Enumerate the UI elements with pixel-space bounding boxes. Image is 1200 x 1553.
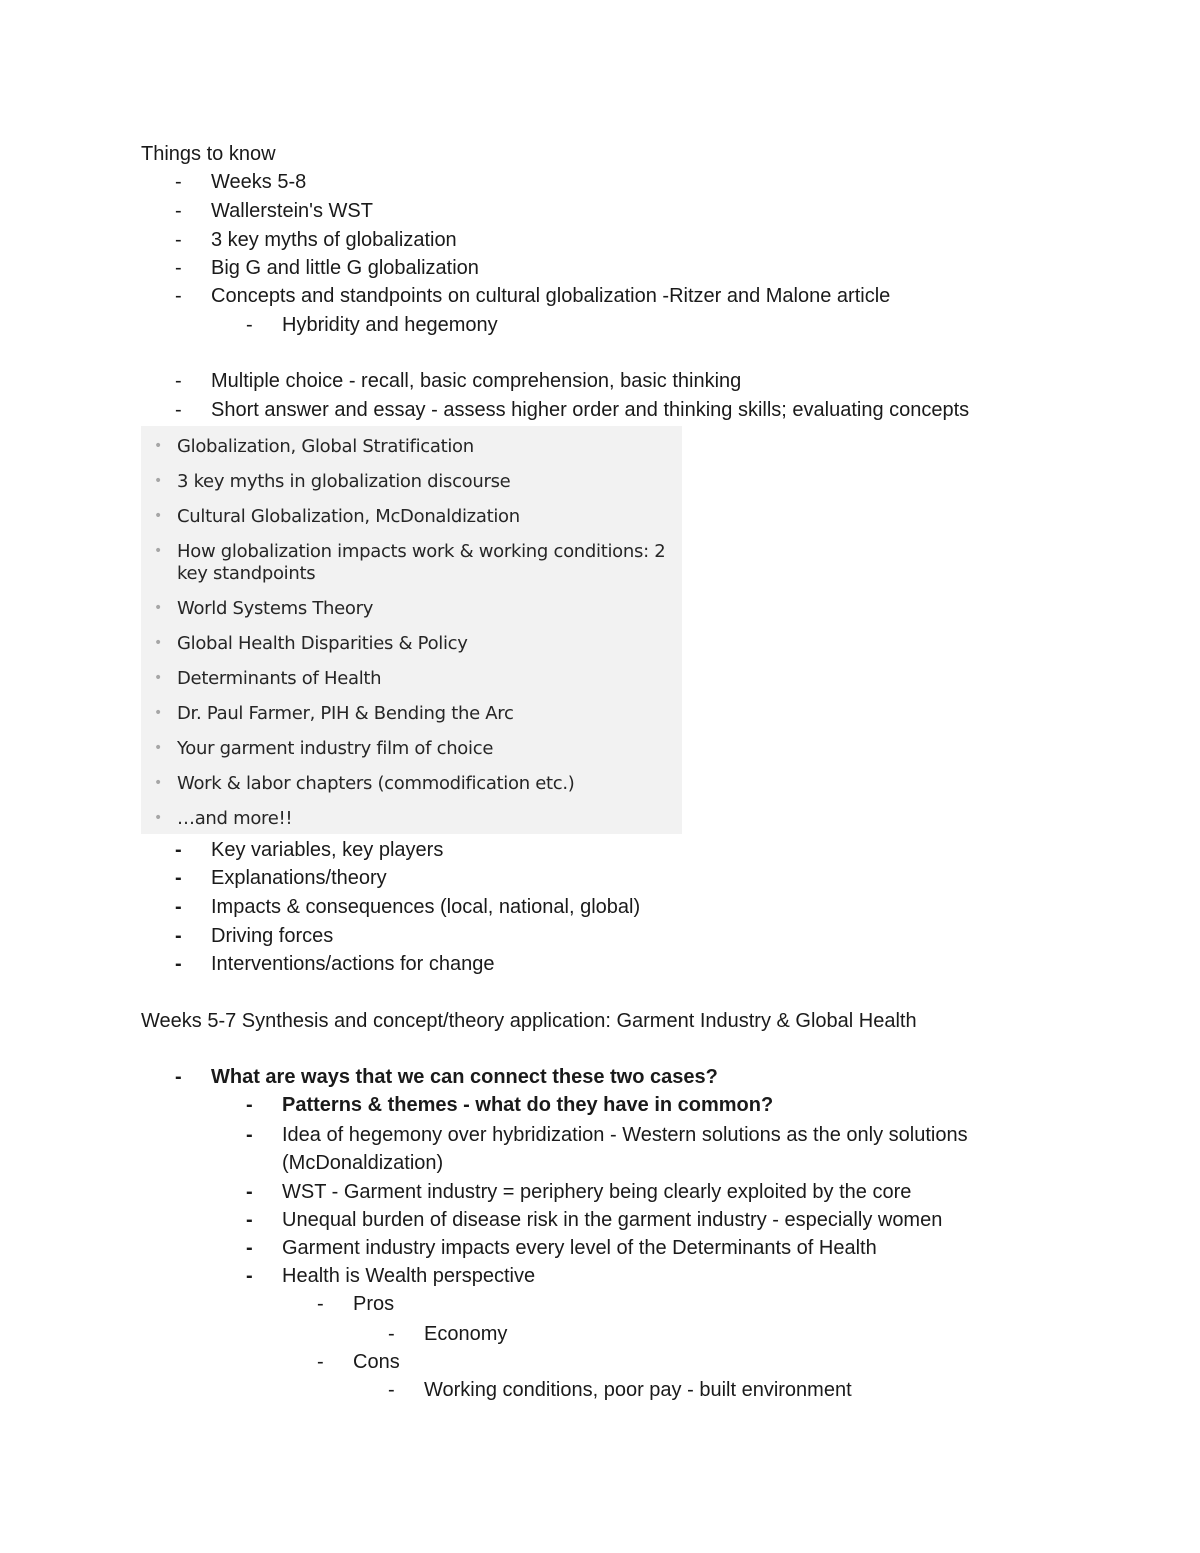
dash-bullet: - — [175, 867, 182, 889]
bullet-dot-icon: • — [154, 740, 162, 756]
list-item-text: Wallerstein's WST — [211, 200, 373, 222]
dash-bullet: - — [175, 925, 182, 947]
list-item-text: Impacts & consequences (local, national, global) — [211, 896, 641, 918]
list-item-text: Concepts and standpoints on cultural globalization -Ritzer and Malone article — [211, 285, 891, 307]
list-item-text: Hybridity and hegemony — [282, 314, 498, 336]
bullet-dot-icon: • — [154, 775, 162, 791]
dash-bullet: - — [175, 257, 182, 279]
slide-item-text: 3 key myths in globalization discourse — [177, 471, 511, 492]
list-item-text: Idea of hegemony over hybridization - Western solutions as the only solutions — [282, 1124, 968, 1146]
list-item-text: Working conditions, poor pay - built environment — [424, 1379, 852, 1401]
list-item-text: Unequal burden of disease risk in the garment industry - especially women — [282, 1209, 943, 1231]
bullet-dot-icon: • — [154, 600, 162, 616]
dash-bullet: - — [388, 1323, 395, 1345]
dash-bullet: - — [175, 896, 182, 918]
dash-bullet: - — [246, 1209, 253, 1231]
list-item-text: Patterns & themes - what do they have in common? — [282, 1094, 774, 1116]
list-item-text: Economy — [424, 1323, 508, 1345]
list-item-text: Short answer and essay - assess higher order and thinking skills; evaluating concepts — [211, 399, 970, 421]
heading-synthesis: Weeks 5-7 Synthesis and concept/theory application: Garment Industry & Global Health — [141, 1010, 917, 1032]
dash-bullet: - — [246, 314, 253, 336]
dash-bullet: - — [175, 1066, 182, 1088]
dash-bullet: - — [246, 1237, 253, 1259]
list-item-text: (McDonaldization) — [282, 1152, 444, 1174]
slide-item-text: Your garment industry film of choice — [177, 738, 494, 759]
heading-things-to-know: Things to know — [141, 143, 276, 165]
dash-bullet: - — [246, 1094, 253, 1116]
list-item-text: Weeks 5-8 — [211, 171, 307, 193]
list-item-text: Explanations/theory — [211, 867, 387, 889]
list-item-text: Driving forces — [211, 925, 334, 947]
slide-item-text: Work & labor chapters (commodification etc.) — [177, 773, 575, 794]
list-item-text: Pros — [353, 1293, 395, 1315]
bullet-dot-icon: • — [154, 635, 162, 651]
list-item-text: Health is Wealth perspective — [282, 1265, 536, 1287]
list-item-text: Cons — [353, 1351, 400, 1373]
dash-bullet: - — [175, 399, 182, 421]
dash-bullet: - — [175, 285, 182, 307]
slide-screenshot — [141, 426, 682, 834]
dash-bullet: - — [175, 370, 182, 392]
dash-bullet: - — [246, 1181, 253, 1203]
slide-item-text: Dr. Paul Farmer, PIH & Bending the Arc — [177, 703, 514, 724]
slide-item-text: Global Health Disparities & Policy — [177, 633, 468, 654]
dash-bullet: - — [317, 1351, 324, 1373]
bullet-dot-icon: • — [154, 508, 162, 524]
dash-bullet: - — [175, 953, 182, 975]
slide-item-text: Globalization, Global Stratification — [177, 436, 474, 457]
dash-bullet: - — [246, 1265, 253, 1287]
bullet-dot-icon: • — [154, 473, 162, 489]
bullet-dot-icon: • — [154, 543, 162, 559]
dash-bullet: - — [175, 839, 182, 861]
bullet-dot-icon: • — [154, 670, 162, 686]
dash-bullet: - — [246, 1124, 253, 1146]
list-item-text: Key variables, key players — [211, 839, 444, 861]
list-item-text: 3 key myths of globalization — [211, 229, 457, 251]
list-item-text: Multiple choice - recall, basic comprehension, basic thinking — [211, 370, 742, 392]
list-item-text: Interventions/actions for change — [211, 953, 495, 975]
slide-item-text: How globalization impacts work & working conditions: 2 — [177, 541, 666, 562]
list-item-text: Big G and little G globalization — [211, 257, 479, 279]
bullet-dot-icon: • — [154, 810, 162, 826]
slide-item-text: Cultural Globalization, McDonaldization — [177, 506, 520, 527]
dash-bullet: - — [175, 229, 182, 251]
bullet-dot-icon: • — [154, 438, 162, 454]
dash-bullet: - — [388, 1379, 395, 1401]
bullet-dot-icon: • — [154, 705, 162, 721]
list-item-text: What are ways that we can connect these two cases? — [211, 1066, 718, 1088]
slide-item-text: …and more!! — [177, 808, 293, 829]
dash-bullet: - — [317, 1293, 324, 1315]
dash-bullet: - — [175, 171, 182, 193]
dash-bullet: - — [175, 200, 182, 222]
slide-item-text: World Systems Theory — [177, 598, 374, 619]
slide-item-text: Determinants of Health — [177, 668, 382, 689]
list-item-text: Garment industry impacts every level of the Determinants of Health — [282, 1237, 877, 1259]
slide-item-text: key standpoints — [177, 563, 316, 584]
list-item-text: WST - Garment industry = periphery being clearly exploited by the core — [282, 1181, 912, 1203]
